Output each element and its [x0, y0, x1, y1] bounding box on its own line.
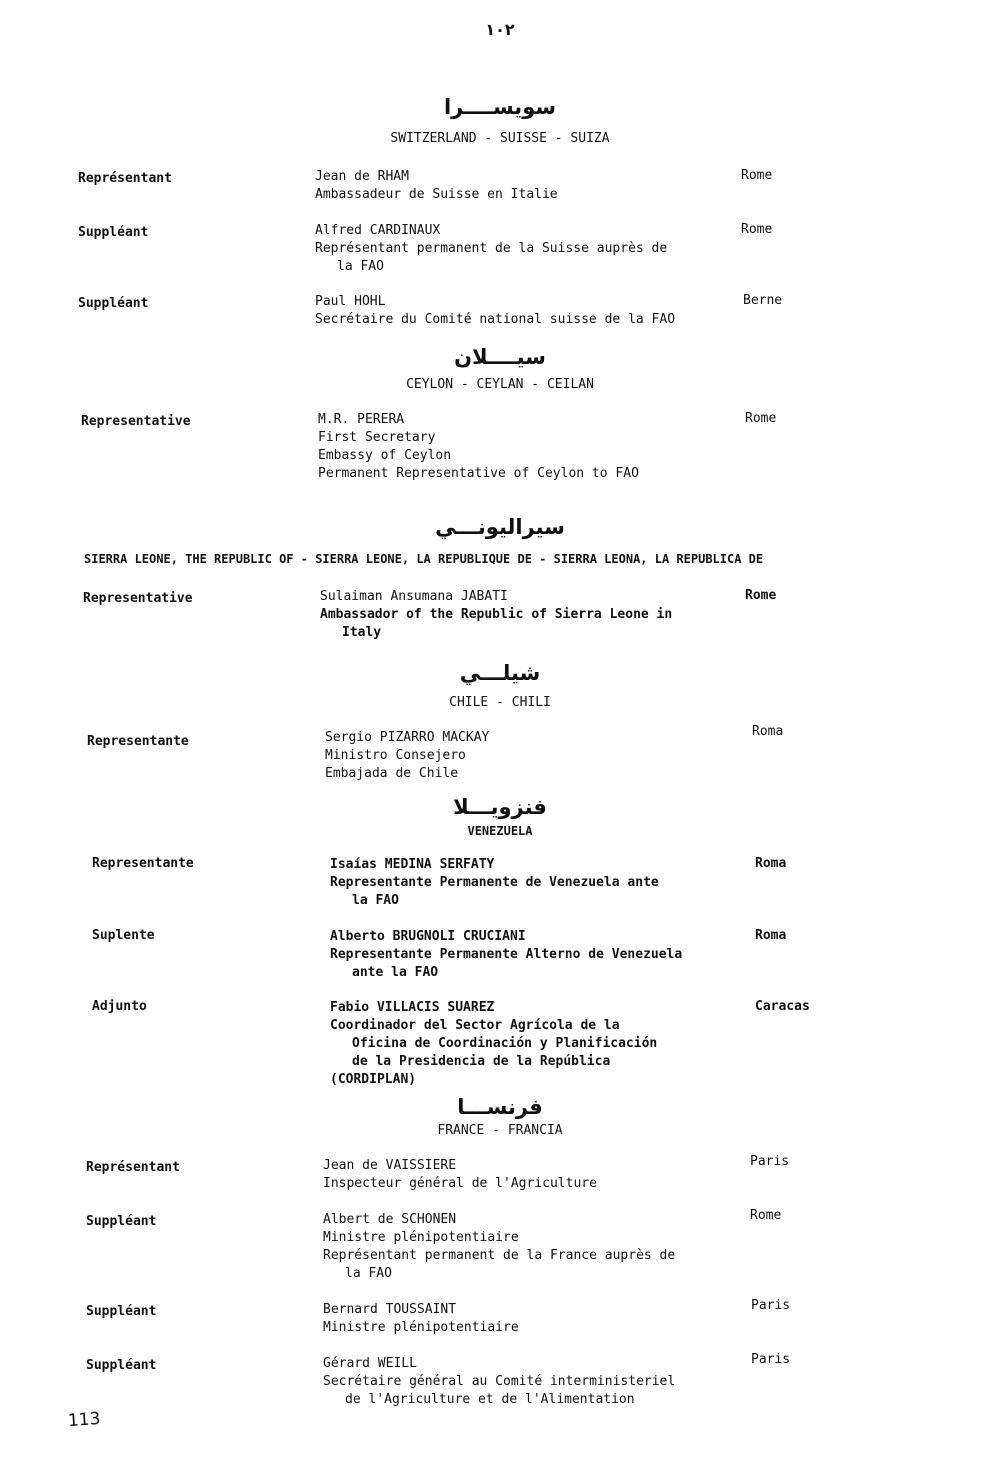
country-section-chile	[0, 660, 1000, 712]
delegate-location: Rome	[741, 168, 773, 183]
country-heading: FRANCE - FRANCIA	[437, 1123, 563, 1138]
delegate-name: Isaías MEDINA SERFATY	[330, 857, 495, 872]
delegate-title: Ministro Consejero	[325, 748, 466, 763]
country-heading: SIERRA LEONE, THE REPUBLIC OF - SIERRA LEONE, LA REPUBLIQUE DE - SIERRA LEONA, LA REPUBLICA DE	[84, 552, 764, 566]
delegate-location: Roma	[755, 856, 787, 871]
arabic-country-name: شيلـــي	[459, 661, 541, 685]
delegate-title: Italy	[342, 625, 382, 640]
delegate-location: Rome	[741, 222, 773, 237]
arabic-country-name: فنزويـــلا	[453, 795, 547, 819]
delegate-location: Paris	[750, 1154, 790, 1169]
country-heading: CEYLON - CEYLAN - CEILAN	[406, 377, 594, 392]
delegate-details	[323, 1301, 763, 1337]
delegate-role: Représentant	[78, 171, 172, 186]
delegate-name: Jean de VAISSIERE	[323, 1158, 457, 1173]
delegate-title: Secrétaire général au Comité interministeriel	[323, 1374, 676, 1389]
arabic-country-name: سيراليونـــي	[435, 515, 565, 539]
delegate-details	[323, 1157, 763, 1193]
delegate-title: la FAO	[352, 893, 399, 908]
delegate-name: Jean de RHAM	[315, 169, 409, 184]
delegate-location: Paris	[751, 1298, 791, 1313]
delegate-name: Albert de SCHONEN	[323, 1212, 457, 1227]
delegate-role: Adjunto	[92, 999, 147, 1014]
delegate-location: Berne	[743, 293, 783, 308]
delegate-location: Paris	[751, 1352, 791, 1367]
delegate-title: Coordinador del Sector Agrícola de la	[330, 1018, 620, 1033]
delegate-details	[330, 999, 770, 1089]
delegate-name: Paul HOHL	[315, 294, 386, 309]
delegate-role: Suppléant	[78, 296, 149, 311]
delegate-title: de la Presidencia de la República	[352, 1054, 611, 1069]
arabic-country-name: سيــــلان	[454, 345, 546, 369]
country-section-venezuela	[0, 794, 1000, 840]
delegate-name: Fabio VILLACIS SUAREZ	[330, 1000, 495, 1015]
arabic-country-name: فرنســـا	[457, 1095, 543, 1119]
delegate-title: ante la FAO	[352, 965, 439, 980]
delegate-name: Sergio PIZARRO MACKAY	[325, 730, 490, 745]
delegate-name: Alfred CARDINAUX	[315, 223, 441, 238]
country-heading: VENEZUELA	[467, 824, 533, 838]
delegate-title: Oficina de Coordinación y Planificación	[352, 1036, 658, 1051]
delegate-title: Ambassador of the Republic of Sierra Leone in	[320, 607, 673, 622]
delegate-location: Roma	[752, 724, 784, 739]
country-heading: SWITZERLAND - SUISSE - SUIZA	[390, 131, 610, 146]
delegate-name: Sulaiman Ansumana JABATI	[320, 589, 508, 604]
delegate-role: Representante	[87, 734, 189, 749]
delegate-title: Secrétaire du Comité national suisse de la FAO	[315, 312, 676, 327]
delegate-details	[318, 411, 758, 483]
delegate-details	[323, 1211, 763, 1283]
delegate-title: Embajada de Chile	[325, 766, 459, 781]
delegate-role: Suplente	[92, 928, 155, 943]
delegate-details	[315, 293, 755, 329]
delegate-title: Permanent Representative of Ceylon to FAO	[318, 466, 639, 481]
delegate-role: Suppléant	[78, 225, 149, 240]
country-section-sierra-leone	[0, 514, 1000, 568]
delegate-title: (CORDIPLAN)	[330, 1072, 417, 1087]
page-number: ١٠٢	[485, 20, 515, 39]
delegate-name: Alberto BRUGNOLI CRUCIANI	[330, 929, 526, 944]
delegate-details	[330, 928, 770, 982]
delegate-title: Ambassadeur de Suisse en Italie	[315, 187, 558, 202]
delegate-title: Inspecteur général de l'Agriculture	[323, 1176, 597, 1191]
delegate-details	[315, 168, 755, 204]
delegate-title: First Secretary	[318, 430, 436, 445]
delegate-title: Representante Permanente de Venezuela ante	[330, 875, 659, 890]
delegate-role: Representative	[81, 414, 191, 429]
arabic-country-name: سويســــرا	[443, 95, 557, 119]
delegate-details	[323, 1355, 763, 1409]
delegate-location: Caracas	[755, 999, 810, 1014]
handwritten-page-mark: 113	[67, 1408, 102, 1432]
delegate-details	[325, 729, 765, 783]
delegate-location: Rome	[750, 1208, 782, 1223]
delegate-role: Representante	[92, 856, 194, 871]
country-section-ceylon	[0, 344, 1000, 394]
delegate-role: Représentant	[86, 1160, 180, 1175]
delegate-title: la FAO	[345, 1266, 392, 1281]
delegate-role: Suppléant	[86, 1304, 157, 1319]
delegate-role: Representative	[83, 591, 193, 606]
delegate-location: Rome	[745, 411, 777, 426]
delegate-title: Ministre plénipotentiaire	[323, 1230, 519, 1245]
delegate-title: Représentant permanent de la France auprès de	[323, 1248, 676, 1263]
country-heading: CHILE - CHILI	[449, 695, 551, 710]
country-section-france	[0, 1094, 1000, 1140]
delegate-title: Representante Permanente Alterno de Venezuela	[330, 947, 683, 962]
delegate-details	[320, 588, 760, 642]
delegate-title: la FAO	[337, 259, 384, 274]
delegate-title: Représentant permanent de la Suisse auprès de	[315, 241, 668, 256]
delegate-details	[315, 222, 755, 276]
delegate-title: Ministre plénipotentiaire	[323, 1320, 519, 1335]
delegate-name: Bernard TOUSSAINT	[323, 1302, 457, 1317]
delegate-name: Gérard WEILL	[323, 1356, 417, 1371]
delegate-name: M.R. PERERA	[318, 412, 405, 427]
delegate-role: Suppléant	[86, 1214, 157, 1229]
delegate-title: de l'Agriculture et de l'Alimentation	[345, 1392, 635, 1407]
delegate-location: Rome	[745, 588, 777, 603]
delegate-title: Embassy of Ceylon	[318, 448, 452, 463]
country-section-switzerland	[0, 94, 1000, 148]
delegate-details	[330, 856, 770, 910]
delegate-location: Roma	[755, 928, 787, 943]
delegate-role: Suppléant	[86, 1358, 157, 1373]
